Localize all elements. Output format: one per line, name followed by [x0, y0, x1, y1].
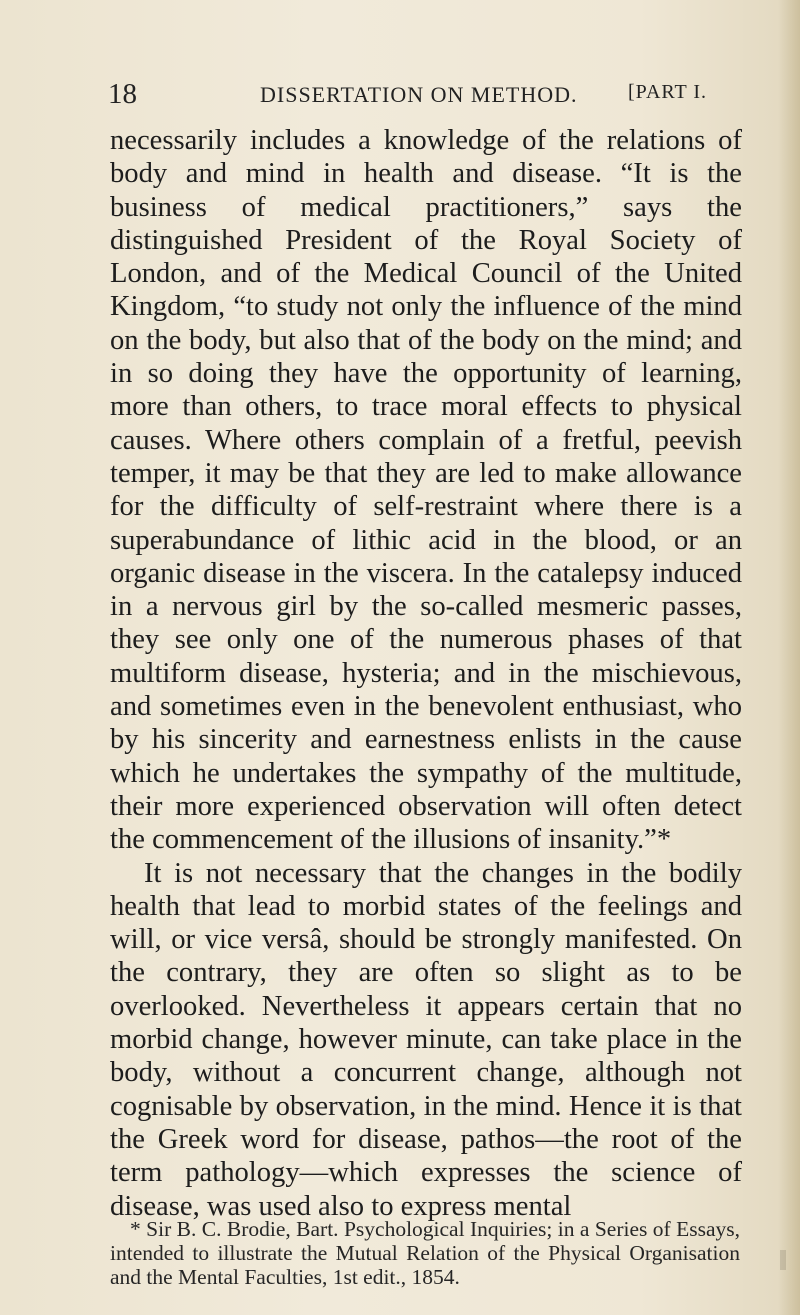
page-edge-shadow: [778, 0, 800, 1315]
paragraph-1: necessarily includes a knowledge of the relations of body and mind in health and disease. “It is the business of medical practitioners,” says the distinguished President of the Royal Society of London, and of the Medical Council of the United Kingdom, “to study not only the influence of the mind on the body, but also that of the body on the mind; and in so doing they have the opportunity of learning, more than others, to trace moral effects to physical causes. Where others complain of a fretful, peevish temper, it may be that they are led to make allowance for the difficulty of self-restraint where there is a superabundance of lithic acid in the blood, or an organic disease in the viscera. In the catalepsy induced in a nervous girl by the so-called mesmeric passes, they see only one of the numerous phases of that multiform disease, hysteria; and in the mischievous, and sometimes even in the benevolent enthusiast, who by his sincerity and earnestness enlists in the cause which he undertakes the sympathy of the multitude, their more experienced observation will often detect the commencement of the illusions of insanity.”*: [110, 125, 742, 856]
part-label: [PART I.: [628, 81, 708, 103]
body-text: [110, 124, 742, 1223]
page-number: 18: [108, 78, 137, 110]
paragraph-2: It is not necessary that the changes in the bodily health that lead to morbid states of the feelings and will, or vice versâ, should be strongly manifested. On the contrary, they are often so slight as to be overlooked. Nevertheless it appears certain that no morbid change, however minute, can take place in the body, without a concurrent change, although not cognisable by observation, in the mind. Hence it is that the Greek word for disease, pathos—the root of the term pathology—which expresses the science of disease, was used also to express mental: [110, 857, 742, 1222]
page-header: [108, 78, 718, 114]
footnote: [110, 1217, 740, 1289]
footnote-text: * Sir B. C. Brodie, Bart. Psychological Inquiries; in a Series of Essays, intended to illustrate the Mutual Relation of the Physical Organisation and the Mental Faculties, 1st edit., 1854.: [110, 1217, 740, 1289]
running-title: DISSERTATION ON METHOD.: [260, 82, 578, 107]
page-mark: [780, 1250, 786, 1270]
